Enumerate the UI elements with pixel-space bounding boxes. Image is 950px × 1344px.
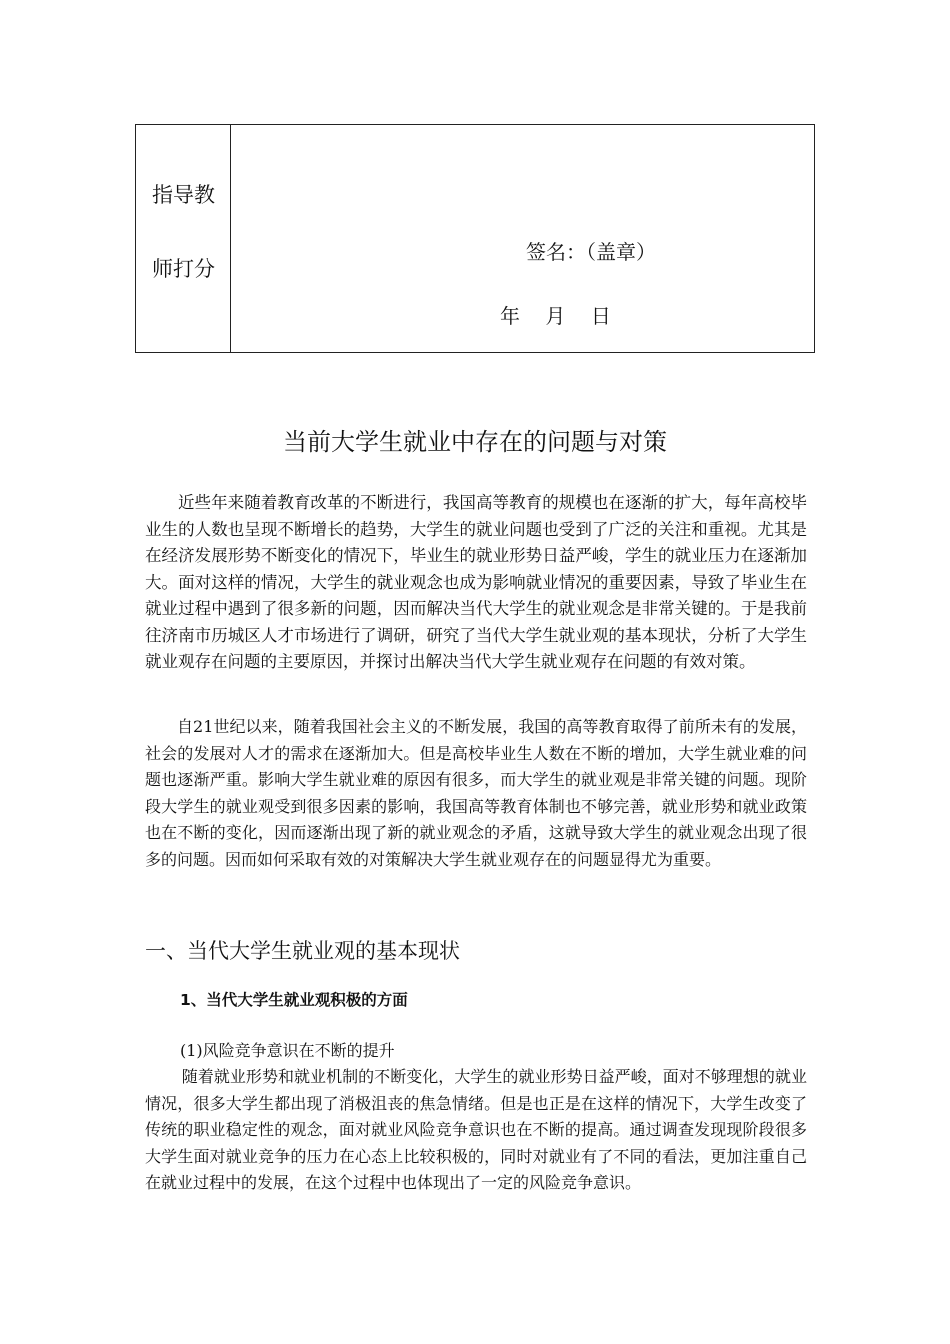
score-label-line-1: 指导教	[152, 183, 215, 207]
advisor-score-table	[135, 124, 815, 353]
subsection-heading: 1、当代大学生就业观积极的方面	[180, 991, 408, 1009]
date-field: 年 月 日	[500, 304, 611, 328]
score-label-line-2: 师打分	[152, 257, 215, 281]
abstract-paragraph: 近些年来随着教育改革的不断进行，我国高等教育的规模也在逐渐的扩大，每年高校毕业生的人数也呈现不断增长的趋势，大学生的就业问题也受到了广泛的关注和重视。尤其是在经济发展形势不断变化的情况下，毕业生的就业形势日益严峻，学生的就业压力在逐渐加大。面对这样的情况，大学生的就业观念也成为影响就业情况的重要因素，导致了毕业生在就业过程中遇到了很多新的问题，因而解决当代大学生的就业观念是非常关键的。于是我前往济南市历城区人才市场进行了调研，研究了当代大学生就业观的基本现状，分析了大学生就业观存在问题的主要原因，并探讨出解决当代大学生就业观存在问题的有效对策。	[145, 493, 807, 671]
intro-paragraph: 自21世纪以来，随着我国社会主义的不断发展，我国的高等教育取得了前所未有的发展，社会的发展对人才的需求在逐渐加大。但是高校毕业生人数在不断的增加，大学生就业难的问题也逐渐严重。影响大学生就业难的原因有很多，而大学生的就业观是非常关键的问题。现阶段大学生的就业观受到很多因素的影响，我国高等教育体制也不够完善，就业形势和就业政策也在不断的变化，因而逐渐出现了新的就业观念的矛盾，这就导致大学生的就业观念出现了很多的问题。因而如何采取有效的对策解决大学生就业观存在的问题显得尤为重要。	[145, 717, 807, 869]
item-paragraph: 随着就业形势和就业机制的不断变化，大学生的就业形势日益严峻，面对不够理想的就业情况，很多大学生都出现了消极沮丧的焦急情绪。但是也正是在这样的情况下，大学生改变了传统的职业稳定性的观念，面对就业风险竞争意识也在不断的提高。通过调查发现现阶段很多大学生面对就业竞争的压力在心态上比较积极的，同时对就业有了不同的看法，更加注重自己在就业过程中的发展，在这个过程中也体现出了一定的风险竞争意识。	[145, 1067, 807, 1192]
score-label-cell	[136, 125, 231, 352]
signature-field: 签名：（盖章）	[526, 240, 656, 264]
document-title: 当前大学生就业中存在的问题与对策	[283, 428, 667, 456]
section-heading: 一、当代大学生就业观的基本现状	[145, 939, 460, 963]
item-heading: (1)风险竞争意识在不断的提升	[180, 1041, 395, 1060]
